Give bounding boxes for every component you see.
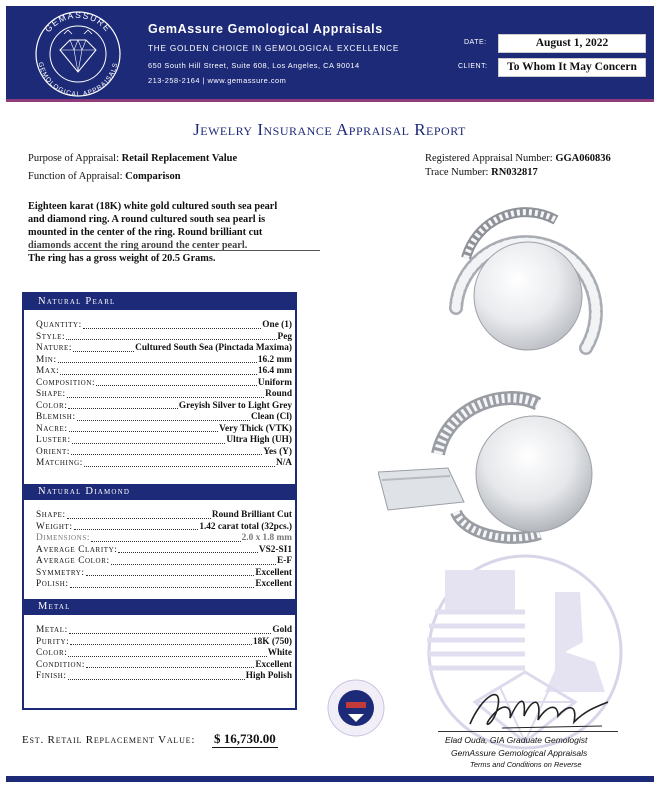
company-name: GemAssure Gemological Appraisals xyxy=(148,22,383,36)
spec-row-nacre: Nacre: Very Thick (VTK) xyxy=(36,423,292,434)
page-title: Jewelry Insurance Appraisal Report xyxy=(193,120,466,139)
trace-label: Trace Number: xyxy=(425,167,489,178)
date-value: August 1, 2022 xyxy=(498,34,646,53)
description-line: Eighteen karat (18K) white gold cultured south sea pearl xyxy=(28,201,278,212)
natural-pearl-header: Natural Pearl xyxy=(24,294,295,310)
description-line: and diamond ring. A round cultured south sea pearl is xyxy=(28,214,266,225)
spec-row-metal: Metal: Gold xyxy=(36,625,292,635)
spec-row-quantity: Quantity: One (1) xyxy=(36,320,292,330)
client-label: CLIENT: xyxy=(458,63,488,70)
spec-row-matching: Matching: N/A xyxy=(36,458,292,468)
spec-row-metal-color: Color: White xyxy=(36,648,292,658)
signature-line xyxy=(438,731,618,732)
purpose-of-appraisal xyxy=(28,153,237,164)
header-banner xyxy=(6,6,654,102)
small-seal-icon xyxy=(326,678,386,738)
spec-row-style: Style: Peg xyxy=(36,331,292,342)
spec-row-finish: Finish: High Polish xyxy=(36,671,292,681)
trace-value: RN032817 xyxy=(491,167,538,178)
spec-row-orient: Orient: Yes (Y) xyxy=(36,446,292,457)
signature-image xyxy=(462,676,612,736)
purpose-label: Purpose of Appraisal: xyxy=(28,153,119,164)
metal-header: Metal xyxy=(24,599,295,615)
function-value: Comparison xyxy=(125,171,181,182)
spec-row-diamond-shape: Shape: Round Brilliant Cut xyxy=(36,510,292,520)
item-description xyxy=(28,200,320,265)
trace-number xyxy=(425,167,538,178)
description-line: The ring has a gross weight of 20.5 Grams. xyxy=(28,253,216,264)
company-tagline: THE GOLDEN CHOICE IN GEMOLOGICAL EXCELLENCE xyxy=(148,44,400,53)
spec-row-shape: Shape: Round xyxy=(36,389,292,399)
spec-row-average-color: Average Color: E-F xyxy=(36,556,292,566)
ring-photo-top xyxy=(436,198,616,376)
spec-row-weight: Weight: 1.42 carat total (32pcs.) xyxy=(36,521,292,532)
spec-row-max: Max: 16.4 mm xyxy=(36,366,292,376)
registered-appraisal-number xyxy=(425,153,611,164)
svg-text:GEMOLOGICAL APPRAISALS: GEMOLOGICAL APPRAISALS xyxy=(36,61,120,98)
natural-diamond-header: Natural Diamond xyxy=(24,484,295,500)
spec-row-blemish: Blemish: Clean (Cl) xyxy=(36,412,292,422)
spec-row-purity: Purity: 18K (750) xyxy=(36,636,292,647)
registered-value: GGA060836 xyxy=(555,153,611,164)
company-phone-website: 213-258-2164 | www.gemassure.com xyxy=(148,76,287,85)
description-line: diamonds accent the ring around the center pearl. xyxy=(28,240,248,251)
appraisal-company: GemAssure Gemological Appraisals xyxy=(451,748,588,758)
spec-row-symmetry: Symmetry: Excellent xyxy=(36,567,292,578)
spec-row-nature: Nature: Cultured South Sea (Pinctada Maxima) xyxy=(36,343,292,353)
spec-row-average-clarity: Average Clarity: VS2-SI1 xyxy=(36,544,292,555)
svg-text:GEMASSURE: GEMASSURE xyxy=(42,10,114,35)
gemologist-name: Elad Ouda, GIA Graduate Gemologist xyxy=(445,735,588,745)
function-label: Function of Appraisal: xyxy=(28,171,123,182)
spec-row-composition: Composition: Uniform xyxy=(36,377,292,388)
company-address: 650 South Hill Street, Suite 608, Los Angeles, CA 90014 xyxy=(148,61,360,70)
spec-row-polish: Polish: Excellent xyxy=(36,579,292,589)
spec-row-luster: Luster: Ultra High (UH) xyxy=(36,435,292,445)
spec-row-min: Min: 16.2 mm xyxy=(36,354,292,365)
function-of-appraisal xyxy=(28,171,181,182)
registered-label: Registered Appraisal Number: xyxy=(425,153,553,164)
spec-row-color: Color: Greyish Silver to Light Grey xyxy=(36,400,292,411)
description-line: mounted in the center of the ring. Round brilliant cut xyxy=(28,227,263,238)
gemassure-seal-icon xyxy=(20,10,136,98)
estimate-value: $ 16,730.00 xyxy=(214,731,276,746)
ring-photo-side xyxy=(378,384,610,548)
footer-bar xyxy=(6,776,654,782)
date-label: DATE: xyxy=(464,39,487,46)
spec-row-condition: Condition: Excellent xyxy=(36,659,292,670)
estimate-label: Est. Retail Replacement Value: xyxy=(22,734,196,746)
purpose-value: Retail Replacement Value xyxy=(121,153,238,164)
terms-link[interactable]: Terms and Conditions on Reverse xyxy=(470,760,582,769)
spec-row-dimensions: Dimensions: 2.0 x 1.8 mm xyxy=(36,533,292,543)
client-value: To Whom It May Concern xyxy=(498,58,646,77)
strike-line xyxy=(28,250,320,251)
specifications-panel xyxy=(22,292,297,710)
